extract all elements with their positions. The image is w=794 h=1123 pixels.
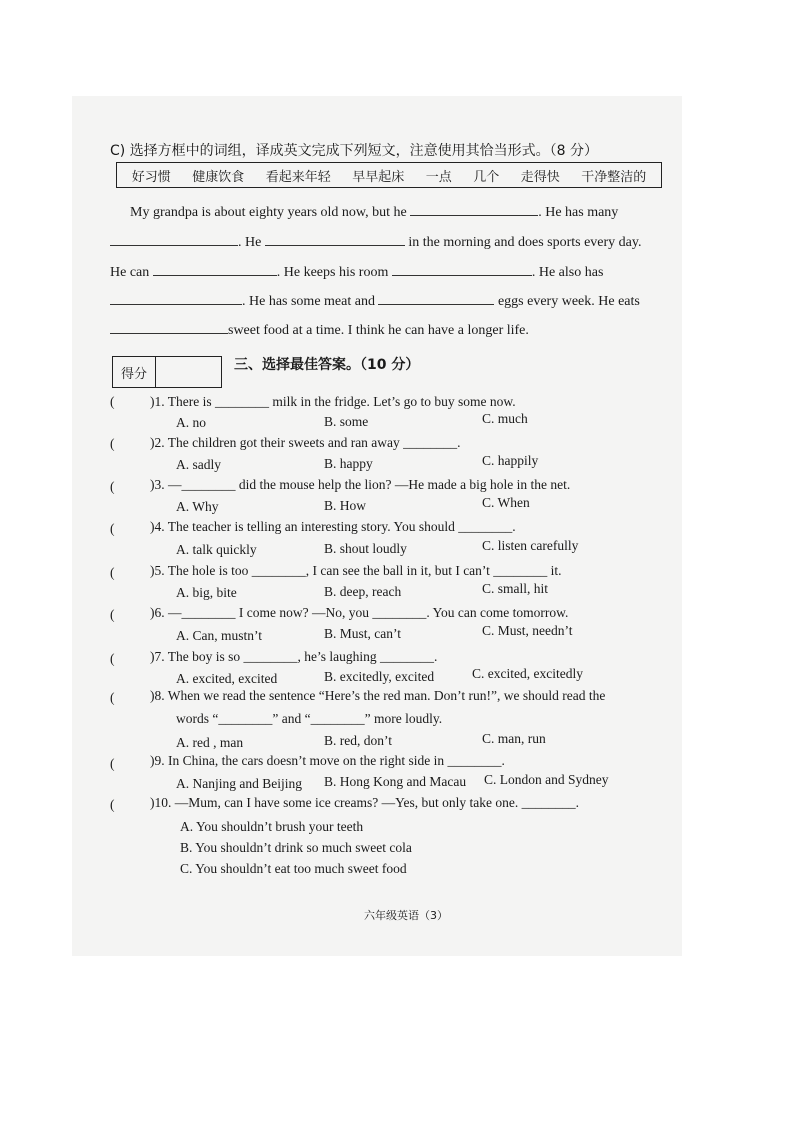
answer-blank[interactable] (378, 290, 494, 305)
answer-paren[interactable]: ( (110, 690, 115, 705)
score-label: 得分 (113, 357, 156, 387)
option-c: C. London and Sydney (484, 772, 609, 787)
option-b: B. deep, reach (324, 584, 402, 599)
option-b: B. Hong Kong and Macau (324, 774, 467, 789)
answer-paren[interactable]: ( (110, 607, 115, 622)
answer-blank[interactable] (110, 231, 238, 246)
question-9: )9. In China, the cars doesn’t move on the right side in ________. (150, 753, 505, 768)
option-c: C. small, hit (482, 581, 549, 596)
answer-paren[interactable]: ( (110, 651, 115, 666)
option-b: B. Must, can’t (324, 626, 401, 641)
question-3: )3. —________ did the mouse help the lion? —He made a big hole in the net. (150, 477, 571, 492)
section-3-title: 三、选择最佳答案。（10 分） (234, 357, 420, 373)
option-a: A. red , man (176, 735, 244, 750)
answer-blank[interactable] (110, 319, 228, 334)
word-item: 健康饮食 (192, 169, 245, 185)
question-6: )6. —________ I come now? —No, you ________. You can come tomorrow. (150, 605, 569, 620)
option-c: C. much (482, 411, 528, 426)
option-b: B. red, don’t (324, 733, 392, 748)
option-b: B. happy (324, 456, 373, 471)
score-box (112, 356, 222, 388)
option-a: A. Nanjing and Beijing (176, 776, 302, 791)
word-item: 干净整洁的 (581, 169, 647, 185)
answer-blank[interactable] (392, 261, 532, 276)
part-c-instruction: C) 选择方框中的词组，译成英文完成下列短文，注意使用其恰当形式。（8 分） (110, 143, 599, 159)
word-item: 一点 (425, 169, 452, 185)
answer-blank[interactable] (110, 290, 242, 305)
passage-line-2: . He in the morning and does sports every day. (110, 231, 641, 251)
question-1: )1. There is ________ milk in the fridge. Let’s go to buy some now. (150, 394, 516, 409)
passage-line-5: sweet food at a time. I think he can have a longer life. (110, 319, 529, 339)
word-item: 早早起床 (352, 169, 405, 185)
option-c: C. When (482, 495, 530, 510)
option-a: A. no (176, 415, 206, 430)
option-a: A. You shouldn’t brush your teeth (180, 819, 364, 834)
passage-line-1: My grandpa is about eighty years old now, but he . He has many (130, 201, 618, 221)
option-a: A. Can, mustn’t (176, 628, 263, 643)
question-10: )10. —Mum, can I have some ice creams? —Yes, but only take one. ________. (150, 795, 580, 810)
answer-blank[interactable] (410, 201, 538, 216)
answer-paren[interactable]: ( (110, 756, 115, 771)
word-item: 几个 (473, 169, 500, 185)
question-5: )5. The hole is too ________, I can see the ball in it, but I can’t ________ it. (150, 563, 562, 578)
option-c: C. man, run (482, 731, 546, 746)
answer-paren[interactable]: ( (110, 479, 115, 494)
word-item: 好习惯 (131, 169, 171, 185)
option-c: C. excited, excitedly (472, 666, 583, 681)
option-a: A. big, bite (176, 585, 237, 600)
option-b: B. excitedly, excited (324, 669, 435, 684)
answer-blank[interactable] (265, 231, 405, 246)
option-c: C. listen carefully (482, 538, 579, 553)
answer-blank[interactable] (153, 261, 277, 276)
answer-paren[interactable]: ( (110, 436, 115, 451)
answer-paren[interactable]: ( (110, 521, 115, 536)
question-4: )4. The teacher is telling an interesting story. You should ________. (150, 519, 516, 534)
option-a: A. Why (176, 499, 219, 514)
option-c: C. Must, needn’t (482, 623, 573, 638)
passage-line-3: He can . He keeps his room . He also has (110, 261, 603, 281)
option-a: A. talk quickly (176, 542, 257, 557)
answer-paren[interactable]: ( (110, 797, 115, 812)
score-field[interactable] (156, 357, 221, 387)
option-a: A. sadly (176, 457, 221, 472)
question-2: )2. The children got their sweets and ran away ________. (150, 435, 461, 450)
question-8-line-2: words “________” and “________” more loudly. (176, 711, 443, 726)
answer-paren[interactable]: ( (110, 565, 115, 580)
answer-paren[interactable]: ( (110, 394, 115, 409)
word-item: 走得快 (520, 169, 560, 185)
option-a: A. excited, excited (176, 671, 278, 686)
option-b: B. some (324, 414, 369, 429)
word-box (116, 162, 662, 188)
option-c: C. You shouldn’t eat too much sweet food (180, 861, 407, 876)
option-c: C. happily (482, 453, 539, 468)
passage-line-4: . He has some meat and eggs every week. He eats (110, 290, 640, 310)
option-b: B. shout loudly (324, 541, 407, 556)
option-b: B. You shouldn’t drink so much sweet cola (180, 840, 412, 855)
option-b: B. How (324, 498, 367, 513)
word-item: 看起来年轻 (265, 169, 331, 185)
question-8: )8. When we read the sentence “Here’s the red man. Don’t run!”, we should read the (150, 688, 606, 703)
page-footer: 六年级英语（3） (364, 909, 448, 922)
question-7: )7. The boy is so ________, he’s laughing ________. (150, 649, 438, 664)
